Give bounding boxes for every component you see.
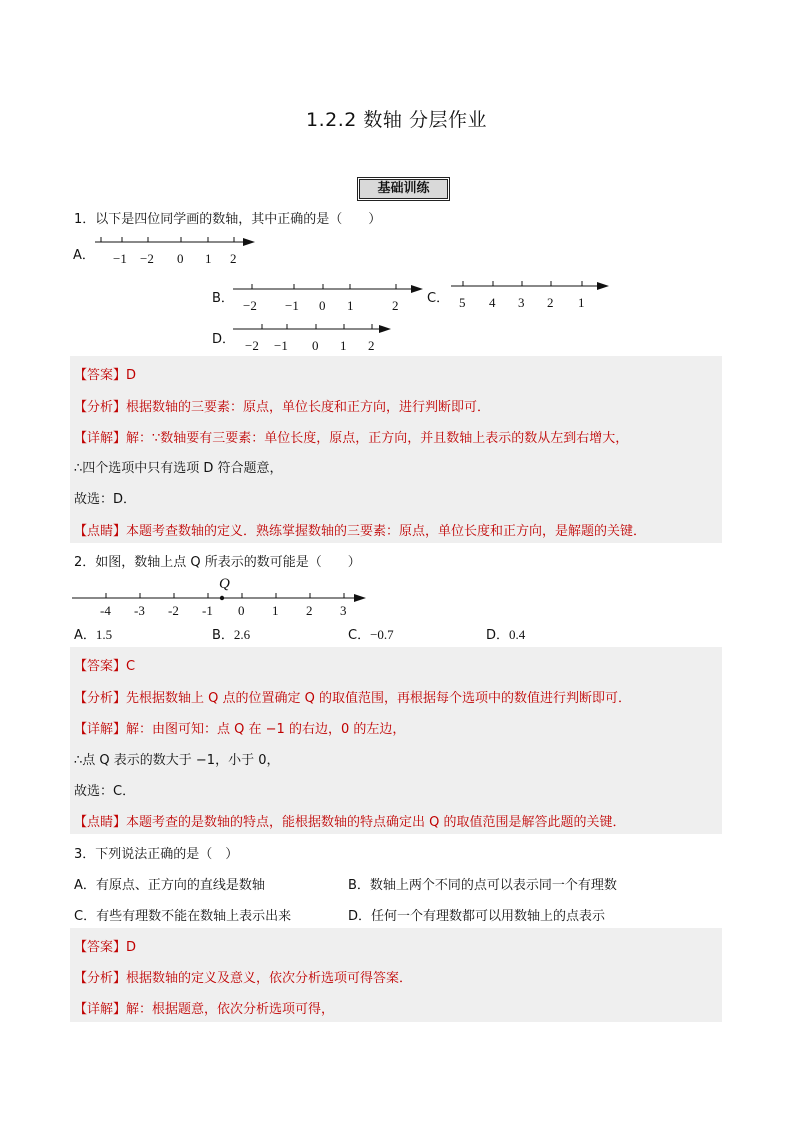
q2-detail-line: ∴点 Q 表示的数大于 −1，小于 0， — [74, 753, 280, 768]
q3-option-c: C．有些有理数不能在数轴上表示出来 — [74, 909, 292, 924]
q3-option-b: B．数轴上两个不同的点可以表示同一个有理数 — [348, 878, 617, 893]
q3-answer: 【答案】D — [74, 940, 137, 955]
q3-stem: 3．下列说法正确的是（ ） — [74, 847, 239, 862]
q2-tick-label: -3 — [134, 603, 145, 618]
q1-c-tick-label: 2 — [547, 295, 554, 310]
q2-comment: 【点睛】本题考查的是数轴的特点，能根据数轴的特点确定出 Q 的取值范围是解答此题的关键． — [74, 815, 626, 830]
section-badge: 基础训练 — [359, 179, 448, 199]
q1-stem: 1．以下是四位同学画的数轴，其中正确的是（ ） — [74, 212, 382, 227]
q1-axis-b — [233, 279, 433, 319]
q1-d-tick-label: −1 — [274, 338, 288, 353]
q1-conclusion: 故选：D． — [74, 492, 137, 507]
q2-conclusion: 故选：C． — [74, 784, 136, 799]
q1-analysis: 【分析】根据数轴的三要素：原点，单位长度和正方向，进行判断即可． — [74, 400, 491, 415]
q3-analysis: 【分析】根据数轴的定义及意义，依次分析选项可得答案． — [74, 971, 413, 986]
q2-option-b: B．2.6 — [212, 627, 251, 643]
q2-option-d: D．0.4 — [486, 627, 526, 643]
q2-tick-label: -2 — [168, 603, 179, 618]
q1-a-tick-label: −2 — [140, 251, 154, 266]
q1-c-tick-label: 3 — [518, 295, 525, 310]
q2-tick-label: -4 — [100, 603, 111, 618]
q1-b-tick-label: 1 — [347, 298, 354, 313]
q2-option-a: A．1.5 — [74, 627, 113, 643]
q2-tick-label: 3 — [340, 603, 347, 618]
q1-d-tick-label: 0 — [312, 338, 319, 353]
q1-option-a-label: A． — [73, 248, 95, 263]
q1-c-tick-label: 5 — [459, 295, 466, 310]
q2-point-q-label: Q — [219, 576, 230, 592]
q2-analysis: 【分析】先根据数轴上 Q 点的位置确定 Q 的取值范围，再根据每个选项中的数值进行判断即可． — [74, 691, 632, 706]
q1-b-tick-label: −2 — [243, 298, 257, 313]
q2-tick-label: 0 — [238, 603, 245, 618]
q1-d-tick-label: 2 — [368, 338, 375, 353]
q1-d-tick-label: 1 — [340, 338, 347, 353]
q1-axis-c — [451, 276, 621, 316]
q2-answer: 【答案】C — [74, 659, 136, 674]
q1-c-tick-label: 1 — [578, 295, 585, 310]
q2-solution-panel — [70, 647, 722, 834]
q1-option-c-label: C． — [427, 291, 450, 306]
q2-point-q — [220, 596, 224, 600]
q3-detail: 【详解】解：根据题意，依次分析选项可得， — [74, 1002, 335, 1017]
q1-b-tick-label: 2 — [392, 298, 399, 313]
q1-b-tick-label: 0 — [319, 298, 326, 313]
q1-a-tick-label: 1 — [205, 251, 212, 266]
q3-option-a: A．有原点、正方向的直线是数轴 — [74, 878, 265, 893]
q1-option-b-label: B． — [212, 291, 234, 306]
q1-detail-line: ∴四个选项中只有选项 D 符合题意， — [74, 461, 283, 476]
q1-b-tick-label: −1 — [285, 298, 299, 313]
q1-a-tick-label: 2 — [230, 251, 237, 266]
q1-comment: 【点睛】本题考查数轴的定义．熟练掌握数轴的三要素：原点，单位长度和正方向，是解题的关键． — [74, 524, 647, 539]
q2-tick-label: -1 — [202, 603, 213, 618]
page-title: 1.2.2 数轴 分层作业 — [306, 109, 487, 131]
q2-tick-label: 1 — [272, 603, 279, 618]
q1-solution-panel — [70, 356, 722, 543]
q1-axis-a — [95, 232, 265, 272]
q1-d-tick-label: −2 — [245, 338, 259, 353]
q2-stem: 2．如图，数轴上点 Q 所表示的数可能是（ ） — [74, 555, 361, 570]
q1-detail: 【详解】解：∵数轴要有三要素：单位长度，原点，正方向，并且数轴上表示的数从左到右增大， — [74, 431, 629, 446]
q1-a-tick-label: −1 — [113, 251, 127, 266]
q1-option-d-label: D． — [212, 332, 236, 347]
q1-axis-d — [233, 319, 403, 359]
q1-c-tick-label: 4 — [489, 295, 496, 310]
q2-option-c: C．−0.7 — [348, 627, 394, 643]
q2-tick-label: 2 — [306, 603, 313, 618]
q2-number-line — [72, 573, 372, 627]
q1-answer: 【答案】D — [74, 368, 137, 383]
q3-option-d: D．任何一个有理数都可以用数轴上的点表示 — [348, 909, 606, 924]
q1-a-tick-label: 0 — [177, 251, 184, 266]
q2-detail: 【详解】解：由图可知：点 Q 在 −1 的右边，0 的左边， — [74, 722, 406, 737]
